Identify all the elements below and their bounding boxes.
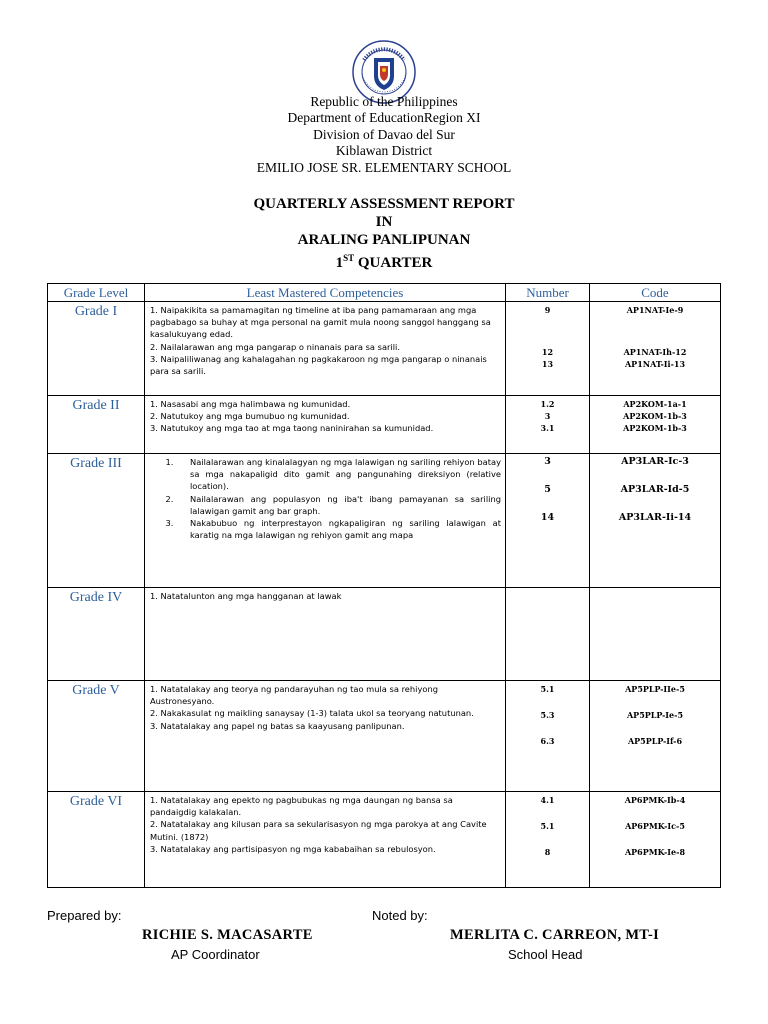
competency-item: 1. Nailalarawan ang kinalalagyan ng mga lalawigan ng sariling rehiyon batay sa mga nakapaligid dito gamit ang pangunahing direksiyon (relative location). xyxy=(176,456,501,493)
header-grade-level: Grade Level xyxy=(48,284,145,302)
header-department: Department of EducationRegion XI xyxy=(287,110,481,126)
code-value: AP2KOM-1b-3 xyxy=(623,411,687,421)
competency-cell xyxy=(145,588,506,681)
code-cell xyxy=(590,302,721,396)
number-value: 8 xyxy=(544,847,551,857)
grade-cell: Grade V xyxy=(48,681,145,792)
code-value: AP3LAR-Id-5 xyxy=(620,484,690,495)
grade-cell: Grade I xyxy=(48,302,145,396)
code-value: AP5PLP-IIe-5 xyxy=(625,684,685,694)
competency-item: 2. Nailalarawan ang mga pangarap o ninanais para sa sarili. xyxy=(150,341,400,352)
number-value: 3.1 xyxy=(540,423,555,433)
number-value: 9 xyxy=(544,305,551,315)
code-cell xyxy=(590,396,721,454)
competency-item: 3. Natatalakay ang papel ng batas sa kaayusang panlipunan. xyxy=(150,720,405,731)
header-district: Kiblawan District xyxy=(335,143,433,159)
header-code: Code xyxy=(590,284,721,302)
grade-cell: Grade II xyxy=(48,396,145,454)
title-line-1: QUARTERLY ASSESSMENT REPORT xyxy=(253,196,515,212)
grade-cell: Grade IV xyxy=(48,588,145,681)
number-value: 5.3 xyxy=(540,710,555,720)
title-line-3: ARALING PANLIPUNAN xyxy=(297,232,471,248)
code-value: AP3LAR-Ii-14 xyxy=(618,512,692,523)
header-number: Number xyxy=(506,284,590,302)
competency-item: 2. Natutukoy ang mga bumubuo ng kumunidad. xyxy=(150,411,350,422)
competency-cell xyxy=(145,396,506,454)
noted-by-label: Noted by: xyxy=(372,908,428,923)
number-cell xyxy=(506,302,590,396)
code-cell xyxy=(590,588,721,681)
competency-cell xyxy=(145,302,506,396)
code-value: AP6PMK-Ib-4 xyxy=(624,795,686,805)
title-line-2: IN xyxy=(375,214,393,230)
competency-item: 1. Nasasabi ang mga halimbawa ng kumunidad. xyxy=(150,399,351,409)
number-value: 12 xyxy=(541,347,554,357)
header-school: EMILIO JOSE SR. ELEMENTARY SCHOOL xyxy=(256,159,512,175)
title-quarter xyxy=(0,249,768,272)
table-row xyxy=(48,302,721,396)
competency-item: 3. Naipaliliwanag ang kahalagahan ng pagkakaroon ng mga pangarap o ninanais para sa sarili. xyxy=(150,353,487,377)
competency-cell xyxy=(145,792,506,888)
code-cell xyxy=(590,681,721,792)
number-value: 1.2 xyxy=(540,399,555,409)
code-value: AP6PMK-Ie-8 xyxy=(624,847,686,857)
competency-cell xyxy=(145,454,506,588)
competency-item: 2. Nailalarawan ang populasyon ng iba't ibang pamayanan sa sariling lalawigan gamit ang bar graph. xyxy=(176,493,501,517)
code-value: AP1NAT-Ii-13 xyxy=(624,359,686,369)
quarter-number: 1 xyxy=(335,255,344,271)
competency-cell xyxy=(145,681,506,792)
header-division: Division of Davao del Sur xyxy=(313,126,455,142)
number-cell xyxy=(506,396,590,454)
code-value: AP1NAT-Ih-12 xyxy=(623,347,687,357)
header-republic: Republic of the Philippines xyxy=(310,94,458,109)
grade-cell: Grade VI xyxy=(48,792,145,888)
number-value: 3 xyxy=(544,411,551,421)
competency-item: 3. Natatalakay ang partisipasyon ng mga kababaihan sa rebulosyon. xyxy=(150,843,436,854)
number-value: 5.1 xyxy=(540,684,555,694)
competency-table xyxy=(47,283,721,888)
number-value: 4.1 xyxy=(540,795,555,805)
code-value: AP6PMK-Ic-5 xyxy=(625,821,685,831)
number-cell xyxy=(506,588,590,681)
number-value: 14 xyxy=(540,512,555,523)
number-cell xyxy=(506,681,590,792)
noted-by-name: MERLITA C. CARREON, MT-I xyxy=(450,927,660,943)
table-row xyxy=(48,454,721,588)
document-header xyxy=(0,94,768,176)
number-value: 5.1 xyxy=(540,821,555,831)
code-value: AP5PLP-If-6 xyxy=(627,736,683,746)
code-value: AP1NAT-Ie-9 xyxy=(626,305,684,315)
number-value: 13 xyxy=(541,359,554,369)
competency-item: 3. Nakabubuo ng interprestayon ngkapaligiran ng sariling lalawigan at karatig na mga lalawigan ng rehiyon gamit ang mapa xyxy=(176,517,501,541)
number-cell xyxy=(506,792,590,888)
competency-item: 3. Natutukoy ang mga tao at mga taong naninirahan sa kumunidad. xyxy=(150,423,434,434)
prepared-by-label: Prepared by: xyxy=(47,908,122,923)
table-header-row xyxy=(48,284,721,302)
table-row xyxy=(48,792,721,888)
prepared-by-name: RICHIE S. MACASARTE xyxy=(142,927,313,943)
table-row xyxy=(48,396,721,454)
competency-item: 2. Natatalakay ang kilusan para sa sekularisasyon ng mga parokya at ang Cavite Mutini. (1872) xyxy=(150,819,487,842)
competency-item: 1. Natatalakay ang teorya ng pandarayuhan ng tao mula sa rehiyong Austronesyano. xyxy=(150,684,438,707)
competency-item: 2. Nakakasulat ng maikling sanaysay (1-3) talata ukol sa teoryang natutunan. xyxy=(150,708,474,719)
prepared-by-title: AP Coordinator xyxy=(171,947,260,962)
number-value: 6.3 xyxy=(540,736,555,746)
code-cell xyxy=(590,454,721,588)
table-row xyxy=(48,588,721,681)
header-competencies: Least Mastered Competencies xyxy=(145,284,506,302)
competency-item: 1. Naipakikita sa pamamagitan ng timeline at iba pang pamamaraan ang mga pagbabago sa buhay at mga personal na gamit mula noong sanggol hanggang sa kasalukuyang edad. xyxy=(150,305,491,340)
code-value: AP3LAR-Ic-3 xyxy=(621,456,689,467)
noted-by-title: School Head xyxy=(508,947,583,962)
code-value: AP2KOM-1b-3 xyxy=(623,423,687,433)
report-title xyxy=(0,195,768,272)
grade-cell: Grade III xyxy=(48,454,145,588)
code-value: AP5PLP-Ie-5 xyxy=(626,710,684,720)
number-value: 3 xyxy=(544,456,551,467)
number-cell xyxy=(506,454,590,588)
quarter-suffix: ST xyxy=(343,253,355,263)
competency-item: 1. Natatalunton ang mga hangganan at lawak xyxy=(150,591,342,601)
code-cell xyxy=(590,792,721,888)
table-row xyxy=(48,681,721,792)
number-value: 5 xyxy=(544,484,551,495)
competency-item: 1. Natatalakay ang epekto ng pagbubukas ng mga daungan ng bansa sa pandaigdig kalakalan. xyxy=(150,795,453,818)
code-value: AP2KOM-1a-1 xyxy=(623,399,687,409)
quarter-word: QUARTER xyxy=(357,255,433,271)
